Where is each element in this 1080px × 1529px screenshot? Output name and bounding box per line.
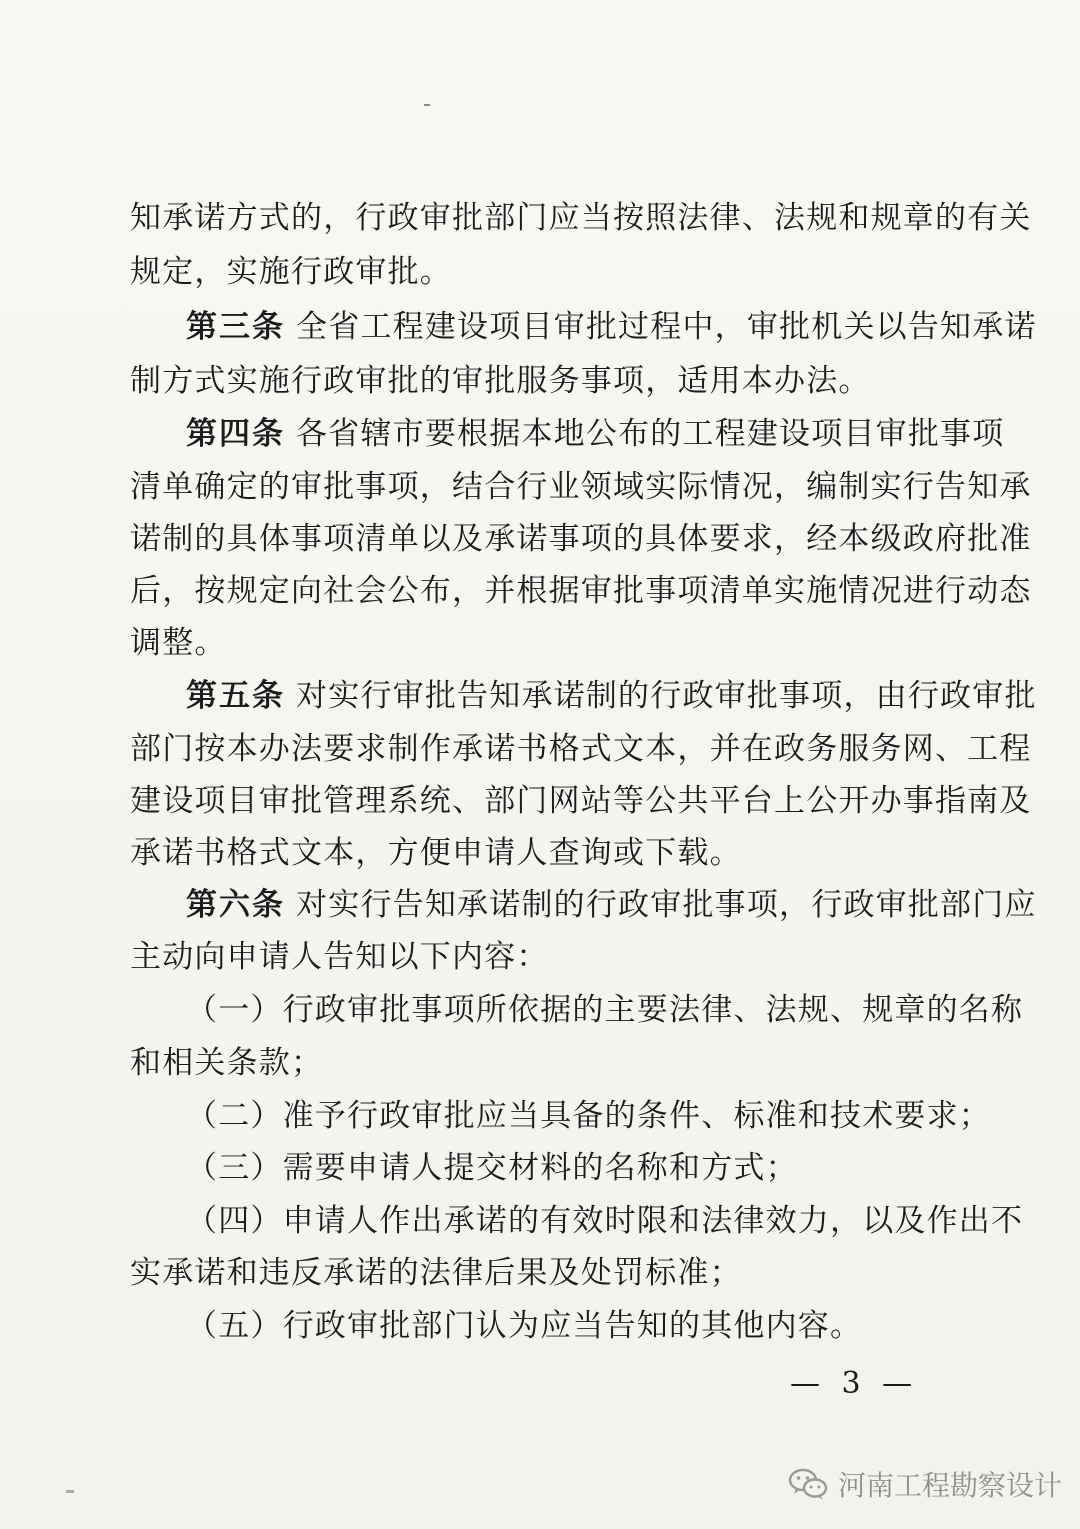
list-item: （四）申请人作出承诺的有效时限和法律效力，以及作出不 — [186, 1203, 1024, 1239]
article-heading: 第三条 — [186, 309, 285, 345]
page-number: — 3 — — [790, 1366, 919, 1401]
list-item: （三）需要申请人提交材料的名称和方式； — [186, 1150, 798, 1186]
scan-mark — [424, 104, 430, 106]
body-line: 诺制的具体事项清单以及承诺事项的具体要求，经本级政府批准 — [130, 521, 1032, 557]
scan-speck — [66, 1490, 74, 1493]
watermark-text: 河南工程勘察设计 — [838, 1469, 1063, 1502]
body-line: 建设项目审批管理系统、部门网站等公共平台上公开办事指南及 — [130, 783, 1032, 819]
body-line: 调整。 — [130, 625, 227, 661]
body-line: 知承诺方式的，行政审批部门应当按照法律、法规和规章的有关 — [130, 200, 1032, 236]
article-heading: 第四条 — [186, 416, 285, 452]
list-item: （一）行政审批事项所依据的主要法律、法规、规章的名称 — [186, 992, 1024, 1028]
body-line: 承诺书格式文本，方便申请人查询或下载。 — [130, 835, 742, 871]
article-3-line: 第三条 全省工程建设项目审批过程中，审批机关以告知承诺 — [186, 309, 1037, 345]
body-line: 后，按规定向社会公布，并根据审批事项清单实施情况进行动态 — [130, 573, 1032, 609]
body-line: 主动向申请人告知以下内容： — [130, 939, 549, 975]
article-4-line: 第四条 各省辖市要根据本地公布的工程建设项目审批事项 — [186, 416, 1005, 452]
body-line: 实承诺和违反承诺的法律后果及处罚标准； — [130, 1255, 742, 1291]
list-item: （五）行政审批部门认为应当告知的其他内容。 — [186, 1308, 863, 1344]
body-line: 规定，实施行政审批。 — [130, 254, 452, 290]
article-5-line: 第五条 对实行审批告知承诺制的行政审批事项，由行政审批 — [186, 678, 1037, 714]
body-line: 制方式实施行政审批的审批服务事项，适用本办法。 — [130, 363, 871, 399]
list-item: （二）准予行政审批应当具备的条件、标准和技术要求； — [186, 1098, 991, 1134]
article-heading: 第六条 — [186, 887, 285, 923]
body-line: 和相关条款； — [130, 1045, 324, 1081]
article-6-line: 第六条 对实行告知承诺制的行政审批事项，行政审批部门应 — [186, 887, 1037, 923]
watermark — [788, 1462, 1062, 1506]
body-line: 清单确定的审批事项，结合行业领域实际情况，编制实行告知承 — [130, 469, 1032, 505]
article-heading: 第五条 — [186, 678, 285, 714]
wechat-icon — [788, 1467, 828, 1501]
body-line: 部门按本办法要求制作承诺书格式文本，并在政务服务网、工程 — [130, 731, 1032, 767]
